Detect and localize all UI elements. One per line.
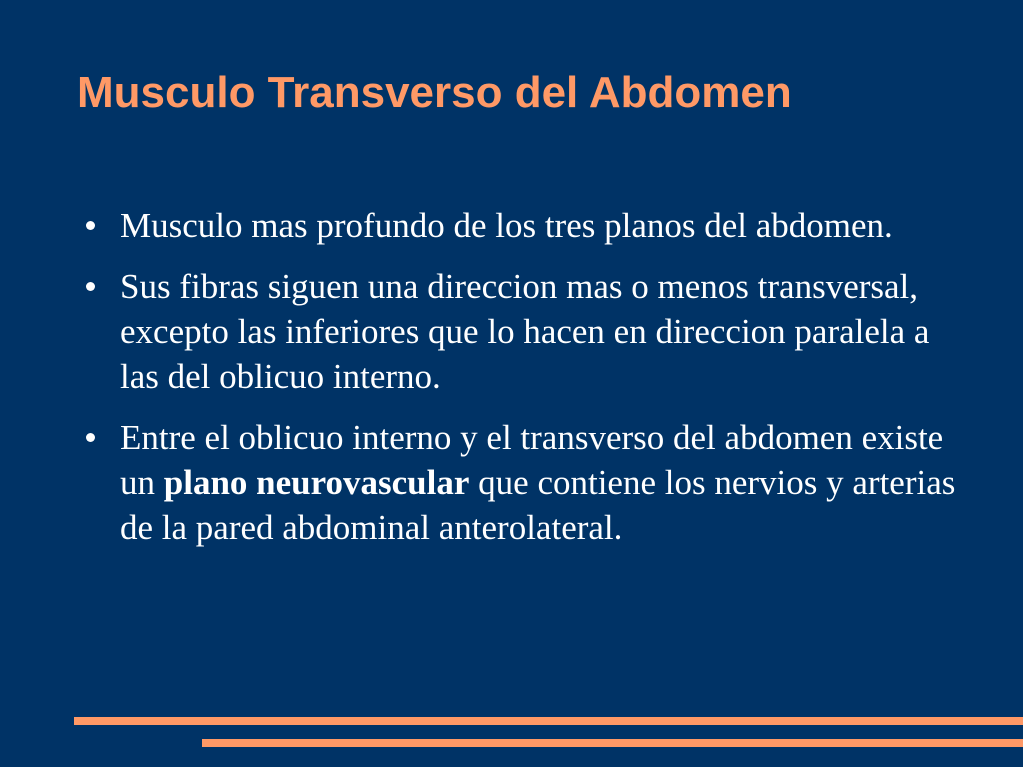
bullet-dot-icon (86, 221, 95, 230)
bullet-dot-icon (86, 433, 95, 442)
bullet-text: Sus fibras siguen una direccion mas o menos transversal, excepto las inferiores que lo hacen en direccion paralela a las del oblicuo interno. (120, 267, 930, 396)
decorative-rule-top (74, 717, 1023, 725)
bullet-bold-term: plano neurovascular (163, 463, 470, 502)
bullet-dot-icon (86, 282, 95, 291)
bullet-item (84, 203, 964, 248)
bullet-text-after: que contiene los nervios y arterias de la pared abdominal anterolateral. (120, 463, 956, 547)
bullet-item (84, 415, 964, 550)
bullet-list (84, 203, 964, 566)
decorative-rule-bottom (202, 739, 1023, 747)
bullet-item (84, 264, 964, 399)
slide-title: Musculo Transverso del Abdomen (77, 68, 792, 117)
bullet-text: Musculo mas profundo de los tres planos del abdomen. (120, 206, 893, 245)
bullet-text-before: Entre el oblicuo interno y el transverso del abdomen existe un (120, 418, 944, 502)
